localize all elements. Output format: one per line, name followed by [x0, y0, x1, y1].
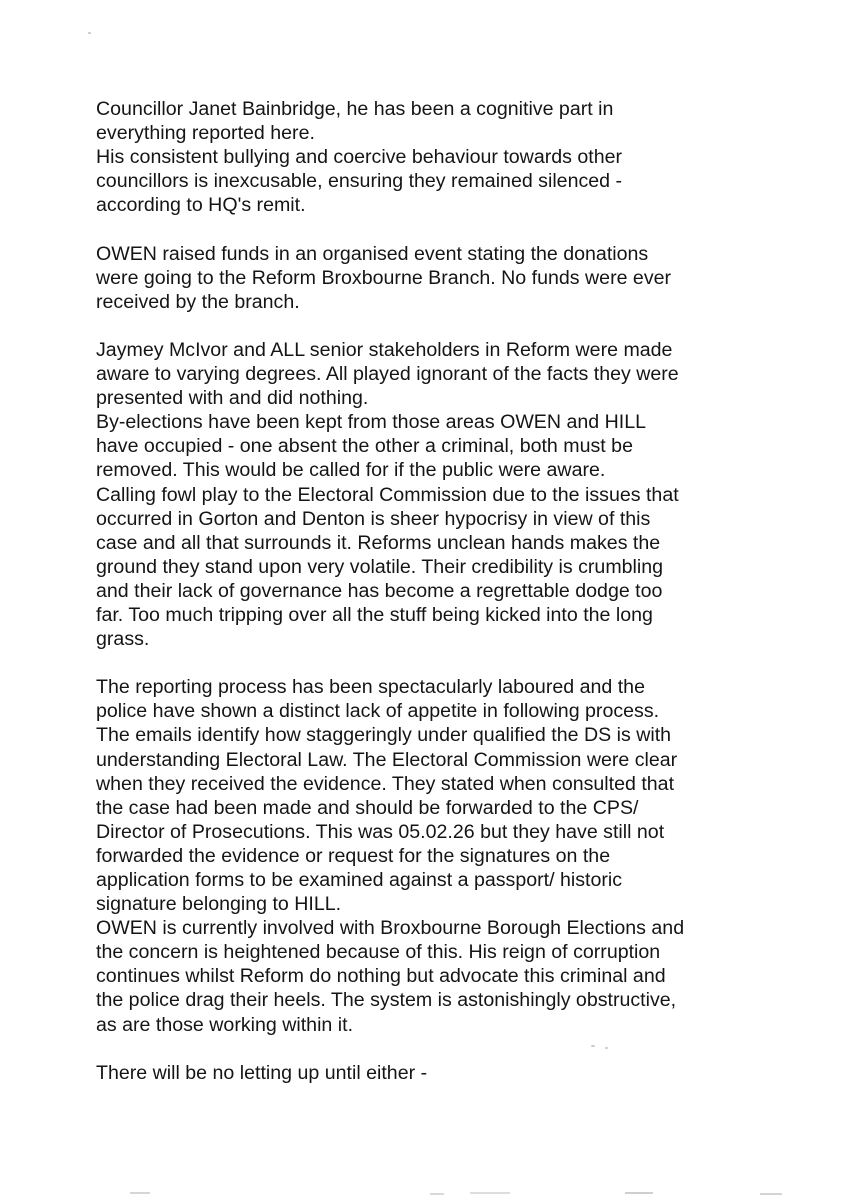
text-line: and their lack of governance has become a regrettable dodge too	[96, 579, 663, 602]
text-line: aware to varying degrees. All played ignorant of the facts they were	[96, 363, 679, 386]
text-line: councillors is inexcusable, ensuring they remained silenced -	[96, 170, 623, 193]
text-line: when they received the evidence. They stated when consulted that	[96, 772, 675, 795]
text-line: continues whilst Reform do nothing but advocate this criminal and	[96, 965, 666, 988]
text-line: were going to the Reform Broxbourne Branch. No funds were ever	[96, 266, 672, 289]
scan-bottom-edge	[0, 1186, 849, 1200]
paragraph-councillor	[96, 97, 756, 217]
text-line: There will be no letting up until either -	[96, 1061, 428, 1084]
text-line: Calling fowl play to the Electoral Commission due to the issues that	[96, 483, 679, 506]
paragraph-gap	[96, 651, 756, 675]
text-line: OWEN is currently involved with Broxbourne Borough Elections and	[96, 917, 685, 940]
text-line: everything reported here.	[96, 122, 315, 145]
text-line: ground they stand upon very volatile. Their credibility is crumbling	[96, 555, 664, 578]
text-line: By-elections have been kept from those areas OWEN and HILL	[96, 411, 646, 434]
text-line: the police drag their heels. The system is astonishingly obstructive,	[96, 989, 677, 1012]
paragraph-stakeholders	[96, 338, 756, 651]
text-line: forwarded the evidence or request for the signatures on the	[96, 844, 611, 867]
text-line: the concern is heightened because of this. His reign of corruption	[96, 941, 661, 964]
document-body	[96, 97, 756, 1085]
scan-speck	[591, 1045, 595, 1047]
text-line: removed. This would be called for if the public were aware.	[96, 459, 606, 482]
text-line: understanding Electoral Law. The Electoral Commission were clear	[96, 748, 678, 771]
text-line: Director of Prosecutions. This was 05.02.26 but they have still not	[96, 820, 665, 843]
paragraph-funds	[96, 242, 756, 314]
text-line: OWEN raised funds in an organised event stating the donations	[96, 242, 649, 265]
paragraph-reporting-process	[96, 675, 756, 1036]
text-line: presented with and did nothing.	[96, 387, 369, 410]
paragraph-gap	[96, 1037, 756, 1061]
text-line: have occupied - one absent the other a criminal, both must be	[96, 435, 633, 458]
text-line: police have shown a distinct lack of appetite in following process.	[96, 700, 660, 723]
text-line: far. Too much tripping over all the stuff being kicked into the long	[96, 603, 653, 626]
scan-speck	[605, 1047, 608, 1049]
paragraph-closing	[96, 1061, 756, 1085]
text-line: Jaymey McIvor and ALL senior stakeholders in Reform were made	[96, 338, 673, 361]
paragraph-gap	[96, 217, 756, 241]
scan-speck	[88, 32, 91, 34]
text-line: grass.	[96, 628, 150, 651]
text-line: according to HQ's remit.	[96, 194, 306, 217]
text-line: received by the branch.	[96, 290, 300, 313]
text-line: application forms to be examined against a passport/ historic	[96, 869, 623, 891]
text-line: the case had been made and should be forwarded to the CPS/	[96, 796, 639, 819]
text-line: The reporting process has been spectacularly laboured and the	[96, 676, 645, 699]
text-line: occurred in Gorton and Denton is sheer hypocrisy in view of this	[96, 507, 651, 530]
text-line: His consistent bullying and coercive behaviour towards other	[96, 146, 623, 169]
text-line: as are those working within it.	[96, 1013, 354, 1036]
paragraph-gap	[96, 314, 756, 338]
text-line: signature belonging to HILL.	[96, 893, 342, 916]
text-line: The emails identify how staggeringly under qualified the DS is with	[96, 724, 672, 747]
text-line: case and all that surrounds it. Reforms unclean hands makes the	[96, 531, 661, 554]
text-line: Councillor Janet Bainbridge, he has been a cognitive part in	[96, 98, 614, 120]
